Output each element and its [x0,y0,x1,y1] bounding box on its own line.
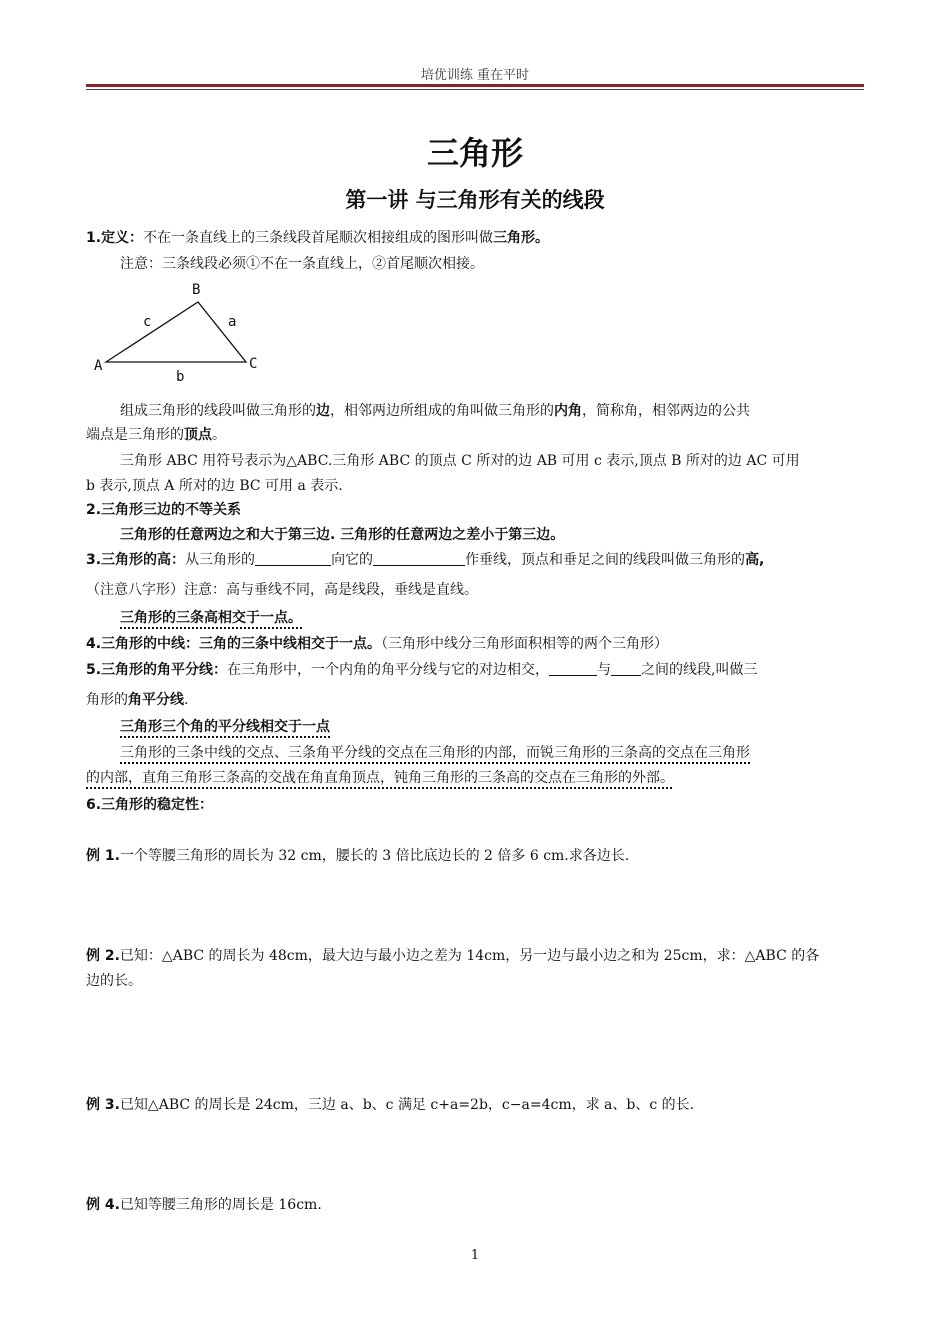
section5-line2 [86,690,866,710]
section5-para-line1 [120,743,866,763]
example-2-line2: 边的长。 [86,973,142,989]
side-label-c: c [143,314,152,330]
definition-note: 注意：三条线段必须①不在一条直线上，②首尾顺次相接。 [120,256,484,272]
section6-heading: 6.三角形的稳定性： [86,797,214,813]
example-2 [86,946,866,966]
para-text: ，简称角，相邻两边的公共 [582,403,750,419]
emphasized-fact: 的内部，直角三角形三条高的交战在角直角顶点，钝角三角形的三条高的交点在三角形的外部。 [86,770,674,786]
section4-heading: 4.三角形的中线：三角的三条中线相交于一点。 [86,636,382,652]
section5-line1 [86,660,866,680]
section3-emphasis [120,608,866,628]
header-rule-thin [86,89,864,90]
section3-note: （注意八字形）注意：高与垂线不同，高是线段，垂线是直线。 [86,582,478,598]
para-text: 角形的 [86,692,128,708]
example-label: 例 1. [86,848,120,864]
definition-text: 不在一条直线上的三条线段首尾顺次相接组成的图形叫做 [143,230,494,246]
para-text: 向它的 [331,552,374,568]
example-label: 例 2. [86,948,120,964]
section4-note: （三角形中线分三角形面积相等的两个三角形） [381,636,669,652]
example-4 [86,1195,866,1215]
fill-blank [549,661,597,676]
definition-head: 定义： [101,230,144,246]
example-1 [86,846,866,866]
para-text: 端点是三角形的 [86,427,184,443]
example-text: 已知等腰三角形的周长是 16cm. [119,1197,322,1213]
fill-blank [611,661,641,676]
para-text: 组成三角形的线段叫做三角形的 [120,403,316,419]
emphasized-fact: 三角形三个角的平分线相交于一点 [120,719,330,735]
para-text: 之间的线段,叫做三 [641,662,758,678]
vertex-label-a: A [94,358,103,374]
term-edge: 边 [316,403,330,419]
emphasized-fact: 三角形的三条高相交于一点。 [120,610,302,626]
triangle-shape [106,302,246,362]
para-text: 与 [597,662,612,678]
term-angle-bisector: 角平分线 [128,692,184,708]
para-text: 从三角形的 [185,552,256,568]
running-header: 培优训练 重在平时 [420,68,530,83]
section2-heading: 2.三角形三边的不等关系 [86,502,242,518]
para-text: . [184,692,189,708]
example-text: 一个等腰三角形的周长为 32 cm，腰长的 3 倍比底边长的 2 倍多 6 cm.求各边长. [119,848,630,864]
lecture-title: 第一讲 与三角形有关的线段 [345,188,605,212]
term-altitude: 高, [745,552,765,568]
section-number: 1. [86,230,102,246]
section3-line [86,550,866,570]
section2-body: 三角形的任意两边之和大于第三边. 三角形的任意两边之差小于第三边。 [120,527,565,543]
fill-blank [255,551,331,566]
section3-heading: 3.三角形的高： [86,552,186,568]
section5-para-line2 [86,768,866,788]
para-text: ，相邻两边所组成的角叫做三角形的 [330,403,554,419]
example-text: 已知：△ABC 的周长为 48cm，最大边与最小边之差为 14cm，另一边与最小边之和为 25cm，求：△ABC 的各 [119,948,820,964]
example-3 [86,1095,866,1115]
term-vertex: 顶点 [184,427,212,443]
notation-line2: b 表示,顶点 A 所对的边 BC 可用 a 表示. [86,478,343,494]
page-title: 三角形 [426,134,523,172]
para-elements-line2 [86,425,866,445]
vertex-label-c: C [249,356,258,372]
triangle-figure [90,278,270,388]
example-text: 已知△ABC 的周长是 24cm，三边 a、b、c 满足 c+a=2b，c−a=4cm，求 a、b、c 的长. [119,1097,695,1113]
notation-line1: 三角形 ABC 用符号表示为△ABC.三角形 ABC 的顶点 C 所对的边 AB 可用 c 表示,顶点 B 所对的边 AC 可用 [120,453,800,469]
section5-heading: 5.三角形的角平分线： [86,662,228,678]
para-text: 在三角形中，一个内角的角平分线与它的对边相交， [227,662,550,678]
example-label: 例 4. [86,1197,120,1213]
emphasized-fact: 三角形的三条中线的交点、三条角平分线的交点在三角形的内部，而锐三角形的三条高的交点在三角形 [120,745,750,761]
section5-emphasis [120,717,866,737]
example-label: 例 3. [86,1097,120,1113]
para-text: 。 [212,427,226,443]
definition-term: 三角形。 [493,230,550,246]
para-elements-line1 [120,401,866,421]
page-number: 1 [470,1248,480,1263]
side-label-a: a [228,314,237,330]
fill-blank [373,551,465,566]
vertex-label-b: B [192,282,201,298]
para-text: 作垂线，顶点和垂足之间的线段叫做三角形的 [465,552,746,568]
side-label-b: b [176,369,185,385]
section4-line [86,634,866,654]
header-rule [86,84,864,87]
term-inner-angle: 内角 [554,403,582,419]
definition-line [86,228,866,248]
